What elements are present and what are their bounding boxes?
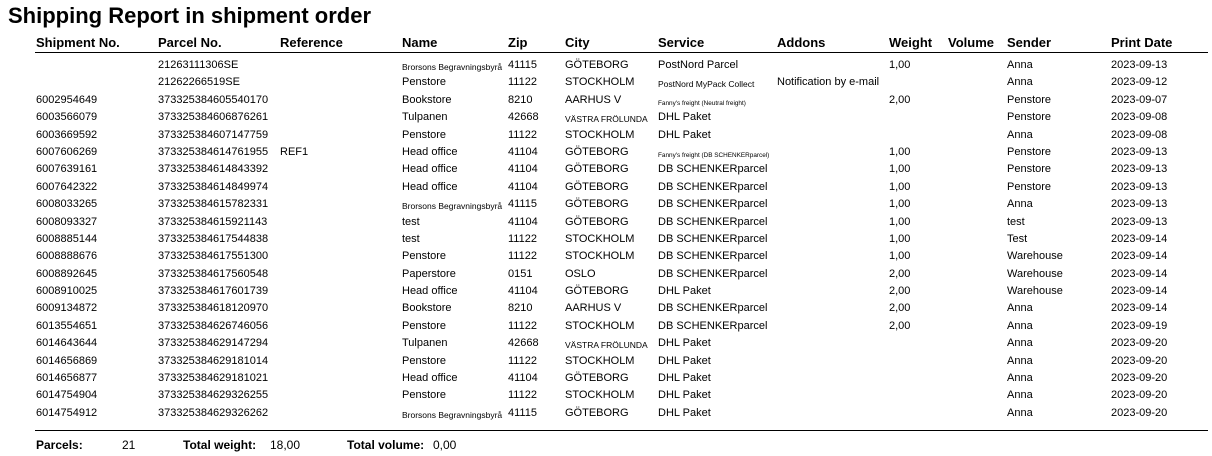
cell-zip: 11122	[508, 354, 537, 367]
cell-parcel-no: 21263111306SE	[158, 59, 239, 71]
cell-service: DHL Paket	[658, 389, 711, 402]
cell-service: DHL Paket	[658, 128, 711, 141]
col-header-zip: Zip	[508, 35, 528, 50]
cell-parcel-no: 373325384629326255	[158, 389, 269, 402]
table-row	[0, 74, 1212, 91]
cell-addons: Notification by e-mail	[777, 76, 880, 89]
cell-sender: Penstore	[1007, 111, 1052, 124]
table-row	[0, 214, 1212, 231]
table-row	[0, 231, 1212, 248]
table-row	[0, 335, 1212, 352]
table-row	[0, 300, 1212, 317]
cell-name: test	[402, 232, 420, 245]
cell-service: DHL Paket	[658, 111, 711, 124]
cell-print-date: 2023-09-14	[1111, 285, 1168, 298]
cell-shipment-no: 6009134872	[36, 302, 98, 315]
cell-name: Brorsons Begravningsbyrå	[402, 62, 503, 72]
cell-sender: Warehouse	[1007, 267, 1063, 280]
cell-name: Bookstore	[402, 302, 452, 315]
cell-parcel-no: 373325384617601739	[158, 285, 269, 298]
col-header-addons: Addons	[777, 35, 826, 50]
cell-zip: 41104	[508, 163, 538, 176]
cell-shipment-no: 6008885144	[36, 232, 98, 245]
cell-weight: 1,00	[889, 59, 911, 71]
cell-print-date: 2023-09-14	[1111, 250, 1168, 263]
cell-sender: Anna	[1007, 337, 1033, 350]
cell-shipment-no: 6007642322	[36, 180, 98, 193]
parcels-value: 21	[122, 438, 136, 452]
cell-parcel-no: 373325384618120970	[158, 302, 269, 315]
cell-shipment-no: 6008892645	[36, 267, 98, 280]
total-volume-label: Total volume:	[347, 438, 425, 452]
cell-shipment-no: 6007639161	[36, 163, 98, 176]
cell-service: DHL Paket	[658, 337, 711, 350]
cell-city: STOCKHOLM	[565, 354, 635, 367]
cell-shipment-no: 6014656877	[36, 372, 98, 385]
report-footer	[0, 438, 1212, 456]
cell-city: AARHUS V	[565, 93, 622, 106]
cell-print-date: 2023-09-20	[1111, 372, 1168, 385]
cell-name: Head office	[402, 372, 458, 385]
cell-zip: 42668	[508, 337, 539, 350]
cell-sender: Penstore	[1007, 180, 1052, 193]
cell-city: GÖTEBORG	[565, 198, 629, 211]
cell-sender: Test	[1007, 232, 1028, 245]
cell-zip: 11122	[508, 232, 537, 245]
cell-parcel-no: 373325384629147294	[158, 337, 269, 350]
cell-zip: 42668	[508, 111, 539, 124]
table-row	[0, 248, 1212, 265]
cell-city: GÖTEBORG	[565, 180, 629, 193]
cell-name: Bookstore	[402, 93, 452, 106]
cell-service: DB SCHENKERparcel	[658, 215, 768, 228]
cell-print-date: 2023-09-13	[1111, 145, 1168, 158]
cell-parcel-no: 373325384614843392	[158, 163, 269, 176]
cell-parcel-no: 373325384614849974	[158, 180, 269, 193]
cell-zip: 8210	[508, 93, 533, 106]
cell-print-date: 2023-09-13	[1111, 215, 1168, 228]
cell-parcel-no: 373325384614761955	[158, 145, 269, 158]
cell-zip: 41115	[508, 406, 537, 419]
cell-zip: 8210	[508, 302, 533, 315]
cell-parcel-no: 373325384617544838	[158, 232, 269, 245]
cell-parcel-no: 373325384607147759	[158, 128, 269, 141]
footer-divider	[35, 430, 1208, 431]
cell-city: VÄSTRA FRÖLUNDA	[565, 114, 648, 125]
col-header-print-date: Print Date	[1111, 35, 1173, 50]
cell-shipment-no: 6013554651	[36, 319, 98, 332]
column-header-row	[0, 34, 1212, 52]
cell-parcel-no: 373325384617560548	[158, 267, 269, 280]
col-header-weight: Weight	[889, 35, 933, 50]
col-header-sender: Sender	[1007, 35, 1052, 50]
cell-name: Head office	[402, 145, 458, 158]
cell-sender: Anna	[1007, 198, 1033, 211]
table-row	[0, 179, 1212, 196]
cell-weight: 2,00	[889, 302, 911, 315]
cell-shipment-no: 6014656869	[36, 354, 98, 367]
cell-zip: 41115	[508, 198, 537, 211]
cell-sender: Anna	[1007, 354, 1033, 367]
cell-print-date: 2023-09-20	[1111, 354, 1168, 367]
cell-service: DHL Paket	[658, 285, 711, 298]
table-row	[0, 127, 1212, 144]
cell-print-date: 2023-09-14	[1111, 302, 1168, 315]
cell-parcel-no: 373325384615782331	[158, 198, 269, 211]
cell-print-date: 2023-09-20	[1111, 406, 1168, 419]
table-row	[0, 57, 1212, 74]
report-title: Shipping Report in shipment order	[8, 3, 371, 28]
cell-weight: 1,00	[889, 145, 911, 158]
cell-name: Penstore	[402, 128, 447, 141]
cell-zip: 11122	[508, 250, 537, 263]
cell-service: DB SCHENKERparcel	[658, 250, 768, 263]
cell-parcel-no: 373325384629326262	[158, 406, 269, 419]
table-row	[0, 196, 1212, 213]
cell-city: AARHUS V	[565, 302, 622, 315]
col-header-volume: Volume	[948, 35, 994, 50]
cell-reference: REF1	[280, 145, 309, 158]
table-row	[0, 161, 1212, 178]
cell-weight: 2,00	[889, 319, 911, 332]
cell-parcel-no: 21262266519SE	[158, 76, 240, 89]
cell-city: GÖTEBORG	[565, 285, 629, 298]
cell-name: Brorsons Begravningsbyrå	[402, 409, 503, 420]
cell-sender: Anna	[1007, 59, 1033, 71]
cell-print-date: 2023-09-08	[1111, 111, 1168, 124]
table-row	[0, 353, 1212, 370]
col-header-shipment-no: Shipment No.	[36, 35, 120, 50]
cell-name: Head office	[402, 180, 458, 193]
cell-shipment-no: 6014643644	[36, 337, 98, 350]
cell-service: DHL Paket	[658, 372, 711, 385]
cell-city: GÖTEBORG	[565, 372, 629, 385]
cell-name: Head office	[402, 285, 458, 298]
cell-sender: Anna	[1007, 302, 1033, 315]
cell-weight: 1,00	[889, 198, 911, 211]
total-weight-label: Total weight:	[183, 438, 257, 452]
cell-name: Head office	[402, 163, 458, 176]
cell-weight: 2,00	[889, 93, 911, 106]
cell-city: GÖTEBORG	[565, 215, 629, 228]
cell-parcel-no: 373325384606876261	[158, 111, 269, 124]
cell-service: DB SCHENKERparcel	[658, 302, 768, 315]
cell-name: test	[402, 215, 420, 228]
cell-city: STOCKHOLM	[565, 232, 635, 245]
cell-sender: test	[1007, 215, 1025, 228]
total-weight-value: 18,00	[270, 438, 301, 452]
cell-name: Penstore	[402, 389, 447, 402]
cell-print-date: 2023-09-19	[1111, 319, 1168, 332]
cell-weight: 1,00	[889, 180, 911, 193]
cell-service: DB SCHENKERparcel	[658, 198, 768, 211]
cell-print-date: 2023-09-13	[1111, 163, 1168, 176]
cell-name: Paperstore	[402, 267, 456, 280]
cell-name: Tulpanen	[402, 111, 448, 124]
cell-service: DB SCHENKERparcel	[658, 180, 768, 193]
cell-print-date: 2023-09-13	[1111, 59, 1168, 71]
cell-shipment-no: 6007606269	[36, 145, 98, 158]
cell-parcel-no: 373325384605540170	[158, 93, 269, 106]
cell-shipment-no: 6008888676	[36, 250, 98, 263]
cell-sender: Penstore	[1007, 93, 1052, 106]
col-header-name: Name	[402, 35, 438, 50]
cell-print-date: 2023-09-13	[1111, 180, 1168, 193]
cell-zip: 41104	[508, 145, 538, 158]
cell-shipment-no: 6014754912	[36, 406, 98, 419]
cell-zip: 11122	[508, 76, 537, 89]
cell-city: GÖTEBORG	[565, 145, 629, 158]
table-row	[0, 283, 1212, 300]
cell-zip: 41104	[508, 285, 538, 298]
cell-name: Penstore	[402, 250, 447, 263]
cell-name: Brorsons Begravningsbyrå	[402, 201, 503, 212]
cell-print-date: 2023-09-13	[1111, 198, 1168, 211]
shipment-table-body	[0, 57, 1212, 422]
cell-shipment-no: 6008910025	[36, 285, 98, 298]
parcels-label: Parcels:	[36, 438, 83, 452]
cell-print-date: 2023-09-20	[1111, 337, 1168, 350]
cell-city: STOCKHOLM	[565, 389, 635, 402]
cell-zip: 41104	[508, 180, 538, 193]
cell-service: Fanny's freight (DB SCHENKERparcel)	[658, 151, 770, 159]
cell-print-date: 2023-09-08	[1111, 128, 1168, 141]
col-header-reference: Reference	[280, 35, 343, 50]
cell-service: DHL Paket	[658, 354, 711, 367]
cell-name: Penstore	[402, 319, 447, 332]
cell-weight: 2,00	[889, 285, 911, 298]
table-row	[0, 370, 1212, 387]
cell-name: Penstore	[402, 76, 447, 89]
cell-parcel-no: 373325384617551300	[158, 250, 269, 263]
cell-zip: 11122	[508, 128, 537, 141]
cell-sender: Warehouse	[1007, 285, 1063, 298]
cell-name: Penstore	[402, 354, 447, 367]
cell-parcel-no: 373325384629181021	[158, 372, 269, 385]
cell-sender: Warehouse	[1007, 250, 1063, 263]
table-row	[0, 405, 1212, 422]
cell-service: PostNord MyPack Collect	[658, 79, 755, 90]
cell-service: Fanny's freight (Neutral freight)	[658, 99, 746, 107]
cell-city: GÖTEBORG	[565, 406, 629, 419]
cell-service: DB SCHENKERparcel	[658, 232, 768, 245]
cell-weight: 1,00	[889, 250, 911, 263]
cell-city: STOCKHOLM	[565, 250, 635, 263]
cell-sender: Anna	[1007, 128, 1033, 141]
cell-shipment-no: 6014754904	[36, 389, 98, 402]
table-row	[0, 109, 1212, 126]
cell-service: DB SCHENKERparcel	[658, 163, 768, 176]
cell-zip: 41104	[508, 372, 538, 385]
cell-print-date: 2023-09-12	[1111, 76, 1168, 89]
cell-city: STOCKHOLM	[565, 319, 635, 332]
cell-print-date: 2023-09-14	[1111, 232, 1168, 245]
col-header-parcel-no: Parcel No.	[158, 35, 222, 50]
cell-weight: 1,00	[889, 215, 911, 228]
cell-zip: 11122	[508, 319, 537, 332]
cell-sender: Anna	[1007, 372, 1033, 385]
cell-shipment-no: 6003566079	[36, 111, 98, 124]
cell-name: Tulpanen	[402, 337, 448, 350]
table-row	[0, 144, 1212, 161]
cell-service: DHL Paket	[658, 406, 711, 419]
cell-weight: 1,00	[889, 232, 911, 245]
cell-zip: 41104	[508, 215, 538, 228]
cell-sender: Anna	[1007, 389, 1033, 402]
cell-city: STOCKHOLM	[565, 128, 635, 141]
cell-sender: Anna	[1007, 76, 1033, 89]
cell-sender: Anna	[1007, 406, 1033, 419]
cell-parcel-no: 373325384626746056	[158, 319, 269, 332]
cell-parcel-no: 373325384629181014	[158, 354, 269, 367]
cell-city: VÄSTRA FRÖLUNDA	[565, 340, 648, 351]
header-divider	[35, 52, 1208, 53]
cell-sender: Penstore	[1007, 145, 1052, 158]
cell-service: DB SCHENKERparcel	[658, 267, 768, 280]
cell-city: GÖTEBORG	[565, 163, 629, 176]
cell-print-date: 2023-09-07	[1111, 93, 1168, 106]
cell-zip: 41115	[508, 59, 537, 71]
cell-shipment-no: 6008033265	[36, 198, 98, 211]
cell-service: PostNord Parcel	[658, 59, 739, 71]
total-volume-value: 0,00	[433, 438, 457, 452]
cell-zip: 11122	[508, 389, 537, 402]
cell-city: OSLO	[565, 267, 596, 280]
table-row	[0, 387, 1212, 404]
cell-shipment-no: 6008093327	[36, 215, 98, 228]
cell-sender: Penstore	[1007, 163, 1052, 176]
cell-service: DB SCHENKERparcel	[658, 319, 768, 332]
cell-zip: 0151	[508, 267, 533, 280]
cell-shipment-no: 6002954649	[36, 93, 98, 106]
cell-print-date: 2023-09-14	[1111, 267, 1168, 280]
cell-sender: Anna	[1007, 319, 1033, 332]
col-header-city: City	[565, 35, 590, 50]
cell-weight: 1,00	[889, 163, 911, 176]
cell-weight: 2,00	[889, 267, 911, 280]
col-header-service: Service	[658, 35, 705, 50]
table-row	[0, 318, 1212, 335]
cell-print-date: 2023-09-20	[1111, 389, 1168, 402]
cell-city: STOCKHOLM	[565, 76, 635, 89]
cell-city: GÖTEBORG	[565, 59, 629, 71]
cell-parcel-no: 373325384615921143	[158, 215, 268, 228]
table-row	[0, 92, 1212, 109]
cell-shipment-no: 6003669592	[36, 128, 98, 141]
table-row	[0, 266, 1212, 283]
